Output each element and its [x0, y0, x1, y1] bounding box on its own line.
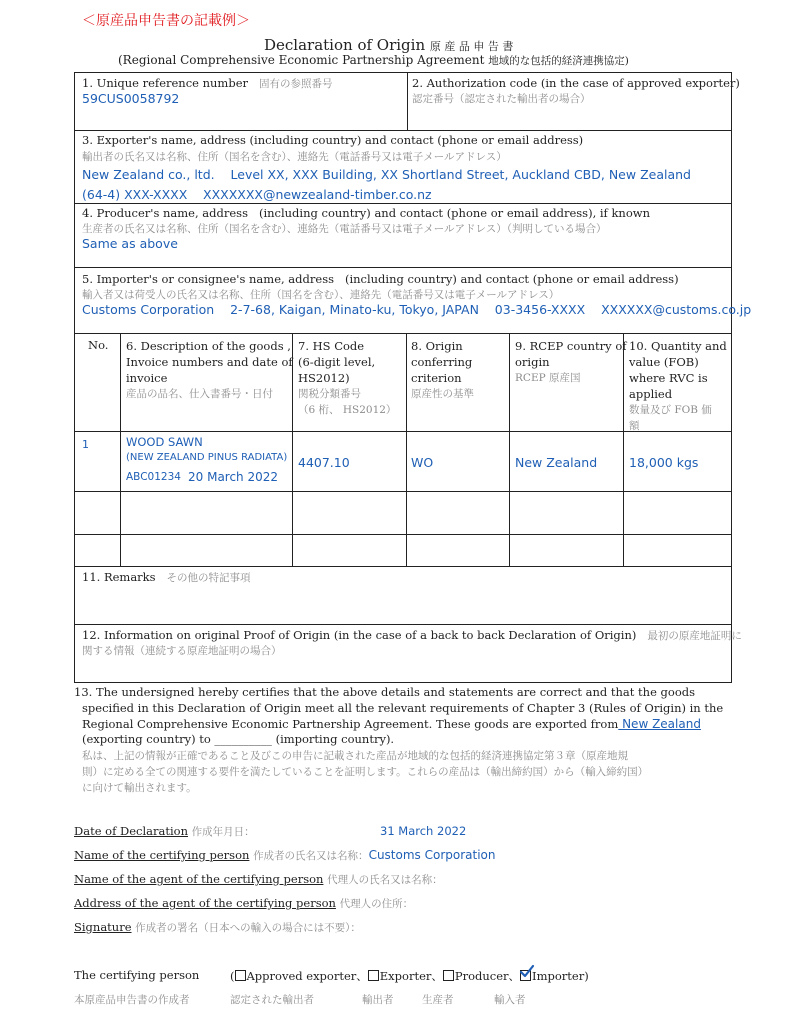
exporter-email[interactable]: XXXXXXX@newzealand-timber.co.nz: [203, 187, 432, 202]
row1-country[interactable]: New Zealand: [515, 455, 598, 470]
col-line-1: [120, 333, 121, 566]
agent-name-label: Name of the agent of the certifying person: [74, 872, 324, 886]
col-description-header: [126, 338, 293, 402]
field1-label-en: 1. Unique reference number: [82, 76, 248, 90]
exporter-name-address[interactable]: New Zealand co., ltd. Level XX, XXX Building, XX Shortland Street, Auckland CBD, New Zealand: [82, 167, 691, 182]
row1-quantity[interactable]: 18,000 kgs: [629, 455, 699, 470]
c10-line1: 10. Quantity and: [629, 339, 727, 353]
field12-label: [82, 628, 742, 643]
field13-line4-text: (exporting country) to: [82, 732, 211, 746]
field12-label-en: 12. Information on original Proof of Origin (in the case of a back to back Declaration of Origin): [82, 628, 637, 642]
c7-jp2: （6 桁、 HS2012）: [298, 404, 397, 416]
c8-line3: criterion: [411, 371, 462, 385]
col-country-header: [515, 338, 627, 386]
col-line-3: [406, 333, 407, 566]
importer-value[interactable]: Customs Corporation 2-7-68, Kaigan, Minato-ku, Tokyo, JAPAN 03-3456-XXXX XXXXXX@customs.co.jp: [82, 302, 752, 317]
declaration-date-value[interactable]: 31 March 2022: [380, 824, 467, 838]
row1-desc-line1[interactable]: WOOD SAWN: [126, 435, 203, 449]
exporter-jp: 輸出者: [362, 994, 394, 1006]
c9-line2: origin: [515, 355, 550, 369]
field5-label: 5. Importer's or consignee's name, address (including country) and contact (phone or email address): [82, 272, 679, 286]
rule-after-row1: [74, 130, 732, 131]
page-subtitle: [118, 53, 629, 68]
c9-jp: RCEP 原産国: [515, 372, 581, 384]
col-no-header: No.: [88, 338, 109, 352]
field13-line1: 13. The undersigned hereby certifies that the above details and statements are correct and that the goods: [74, 685, 696, 699]
exporter-checkbox[interactable]: [368, 970, 379, 981]
example-note: ＜原産品申告書の記載例＞: [82, 13, 250, 29]
rule-after-field3: [74, 203, 732, 204]
field3-label: 3. Exporter's name, address (including country) and contact (phone or email address): [82, 133, 584, 147]
rule-after-field5: [74, 333, 732, 334]
rule-after-field4: [74, 267, 732, 268]
field13-line3-text: Regional Comprehensive Economic Partnership Agreement. These goods are exported from: [82, 717, 619, 731]
field2-label-jp: 認定番号（認定された輸出者の場合）: [412, 93, 591, 105]
field1-label: [82, 76, 332, 91]
importer-checkbox[interactable]: [520, 970, 531, 981]
c6-line2: Invoice numbers and date of: [126, 355, 293, 369]
field1-label-jp: 固有の参照番号: [258, 78, 333, 90]
field13-line4-end: (importing country).: [275, 732, 395, 746]
col-criterion-header: [411, 338, 474, 402]
c10-jp2: 額: [629, 420, 640, 432]
exporter-phone[interactable]: (64-4) XXX-XXXX: [82, 187, 188, 202]
signature-label-jp: 作成者の署名（日本への輸入の場合には不要）：: [135, 922, 361, 934]
certifying-name-label: Name of the certifying person: [74, 848, 250, 862]
page-title: [264, 36, 513, 54]
rule-after-table: [74, 566, 732, 567]
title-en: Declaration of Origin: [264, 36, 426, 54]
producer-label: Producer、: [454, 969, 521, 983]
producer-checkbox[interactable]: [443, 970, 454, 981]
rule-after-row-1: [74, 491, 732, 492]
row1-no[interactable]: 1: [82, 438, 89, 451]
c6-jp: 産品の品名、仕入書番号・日付: [126, 388, 273, 400]
rule-after-row-2: [74, 534, 732, 535]
agent-name-label-jp: 代理人の氏名又は名称：: [327, 874, 443, 886]
field11-label-en: 11. Remarks: [82, 570, 156, 584]
col-line-4: [509, 333, 510, 566]
agent-address-row: [74, 896, 413, 911]
field13-jp1: 私は、上記の情報が正確であること及びこの申告に記載された産品が地域的な包括的経済連携協定第３章（原産地規: [82, 750, 628, 762]
c8-line1: 8. Origin: [411, 339, 463, 353]
col-quantity-header: [629, 338, 727, 434]
c6-line1: 6. Description of the goods ,: [126, 339, 291, 353]
producer-jp: 生産者: [422, 994, 454, 1006]
c7-line1: 7. HS Code: [298, 339, 365, 353]
reference-number[interactable]: 59CUS0058792: [82, 91, 180, 106]
c10-line3: where RVC is: [629, 371, 708, 385]
divider-field1-2: [407, 72, 408, 130]
agent-address-label: Address of the agent of the certifying person: [74, 896, 336, 910]
subtitle-jp: 地域的な包括的経済連携協定): [488, 55, 629, 67]
producer-value[interactable]: Same as above: [82, 236, 178, 251]
field4-label-jp: 生産者の氏名又は名称、住所（国名を含む）、連絡先（電話番号又は電子メールアドレス）（判明している場合）: [82, 223, 607, 235]
c10-line4: applied: [629, 387, 673, 401]
exporter-label: Exporter、: [379, 969, 443, 983]
col-hs-header: [298, 338, 396, 418]
c10-jp1: 数量及び FOB 価: [629, 404, 712, 416]
field2-label: 2. Authorization code (in the case of approved exporter): [412, 76, 740, 90]
certifying-name-row: [74, 848, 496, 863]
importer-label: Importer): [532, 969, 589, 983]
field11-label-jp: その他の特記事項: [166, 572, 251, 584]
approved-exporter-checkbox[interactable]: [235, 970, 246, 981]
export-country[interactable]: New Zealand: [618, 717, 701, 731]
c8-line2: conferring: [411, 355, 473, 369]
field11-label: [82, 570, 251, 585]
field12-label-jp2: 関する情報（連続する原産地証明の場合）: [82, 645, 282, 657]
rule-after-field11: [74, 624, 732, 625]
c6-line3: invoice: [126, 371, 168, 385]
field3-label-jp: 輸出者の氏名又は名称、住所（国名を含む）、連絡先（電話番号又は電子メールアドレス）: [82, 151, 507, 163]
approved-exporter-label: Approved exporter、: [246, 969, 368, 983]
field4-label: 4. Producer's name, address (including country) and contact (phone or email address), if known: [82, 206, 651, 220]
row1-criterion[interactable]: WO: [411, 455, 434, 470]
field5-label-jp: 輸入者又は荷受人の氏名又は名称、住所（国名を含む）、連絡先（電話番号又は電子メールアドレス）: [82, 289, 560, 301]
signature-label: Signature: [74, 920, 132, 934]
declaration-date-row: [74, 824, 255, 839]
agent-address-label-jp: 代理人の住所：: [339, 898, 414, 910]
c10-line2: value (FOB): [629, 355, 699, 369]
checkmark-icon: [519, 964, 535, 980]
approved-exporter-jp: 認定された輸出者: [230, 994, 314, 1006]
row1-desc-line2[interactable]: (NEW ZEALAND PINUS RADIATA): [126, 452, 288, 463]
row1-invoice-date[interactable]: 20 March 2022: [188, 470, 279, 484]
agent-name-row: [74, 872, 443, 887]
c7-line2: (6-digit level,: [298, 355, 376, 369]
title-jp: 原 産 品 申 告 書: [429, 40, 514, 53]
certifying-person-label-jp: 本原産品申告書の作成者: [74, 994, 190, 1006]
c9-line1: 9. RCEP country of: [515, 339, 627, 353]
subtitle-en: (Regional Comprehensive Economic Partnership Agreement: [118, 53, 485, 67]
field13-jp3: に向けて輸出されます。: [82, 782, 197, 794]
certifying-options: ( Approved exporter、 Exporter、 Producer、 Importer): [230, 968, 589, 984]
field13-line2: specified in this Declaration of Origin meet all the relevant requirements of Chapter 3 (Rules of Origin) in the: [82, 701, 724, 715]
certifying-person-label: The certifying person: [74, 968, 200, 982]
date-label: Date of Declaration: [74, 824, 188, 838]
row1-invoice-number[interactable]: ABC01234: [126, 471, 181, 483]
c7-jp1: 関税分類番号: [298, 388, 361, 400]
field12-label-jp1: 最初の原産地証明に: [647, 630, 742, 642]
signature-row: [74, 920, 361, 935]
importer-jp: 輸入者: [494, 994, 526, 1006]
field13-line3: [82, 717, 701, 731]
c7-line3: HS2012): [298, 371, 350, 385]
import-country-blank[interactable]: __________: [214, 732, 272, 746]
certifying-name-value[interactable]: Customs Corporation: [368, 848, 496, 862]
field13-jp2: 則）に定める全ての関連する要件を満たしていることを証明します。これらの産品は（輸出締約国）から（輸入締約国）: [82, 766, 649, 778]
certifying-name-label-jp: 作成者の氏名又は名称：: [253, 850, 369, 862]
date-label-jp: 作成年月日：: [191, 826, 255, 838]
row1-hs-code[interactable]: 4407.10: [298, 455, 350, 470]
c8-jp: 原産性の基準: [411, 388, 474, 400]
field13-line4: [82, 732, 394, 746]
